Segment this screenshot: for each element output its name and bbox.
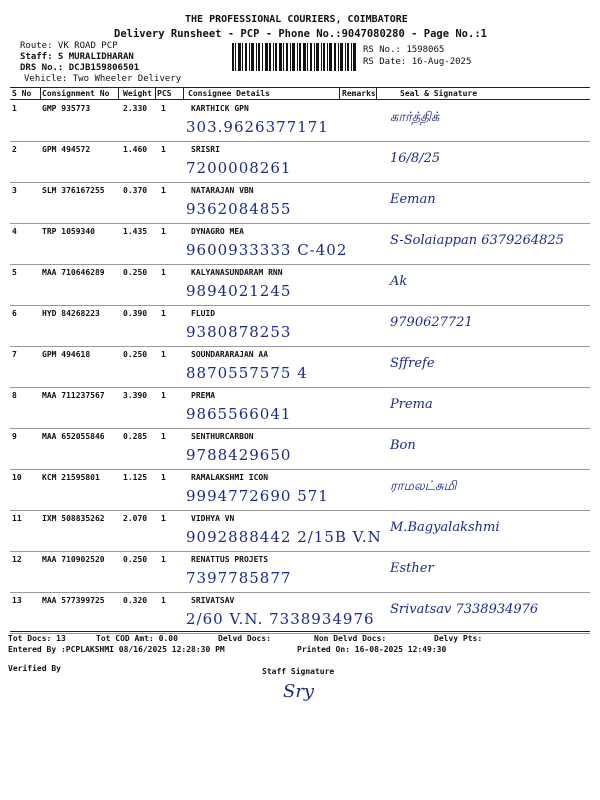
- row-signature: கார்த்திக்: [390, 110, 440, 125]
- row-phone-handwritten: 9865566041: [186, 405, 292, 423]
- divider: [155, 87, 156, 99]
- divider: [183, 87, 184, 99]
- row-phone-handwritten: 9092888442 2/15B V.N: [186, 528, 382, 546]
- row-weight: 0.370: [123, 186, 148, 195]
- col-remarks: Remarks: [342, 89, 376, 98]
- row-signature: ராமலட்சுமி: [390, 479, 457, 494]
- printed-on: Printed On: 16-08-2025 12:49:30: [297, 645, 447, 654]
- row-consignment-no: HYD 84268223: [42, 309, 100, 318]
- divider: [40, 87, 41, 99]
- row-consignee: FLUID: [191, 309, 216, 318]
- row-consignment-no: TRP 1059340: [42, 227, 95, 236]
- entered-by: Entered By :PCPLAKSHMI 08/16/2025 12:28:30 PM: [8, 645, 225, 654]
- row-pcs: 1: [161, 514, 166, 523]
- row-consignment-no: MAA 711237567: [42, 391, 105, 400]
- row-consignee: NATARAJAN VBN: [191, 186, 254, 195]
- row-weight: 0.390: [123, 309, 148, 318]
- tot-docs: Tot Docs: 13: [8, 634, 66, 643]
- row-consignee: SENTHURCARBON: [191, 432, 254, 441]
- table-row: [10, 346, 590, 388]
- row-pcs: 1: [161, 596, 166, 605]
- row-signature: 16/8/25: [390, 151, 441, 166]
- row-consignment-no: MAA 710646289: [42, 268, 105, 277]
- row-pcs: 1: [161, 309, 166, 318]
- verified-by: Verified By: [8, 664, 61, 673]
- row-pcs: 1: [161, 350, 166, 359]
- col-pcs: PCS: [157, 89, 172, 98]
- row-signature: Bon: [390, 438, 416, 453]
- table-row: [10, 182, 590, 224]
- row-sno: 1: [12, 104, 17, 113]
- runsheet-title: Delivery Runsheet - PCP - Phone No.:9047080280 - Page No.:1: [114, 28, 487, 40]
- row-phone-handwritten: 9788429650: [186, 446, 292, 464]
- rs-number: RS No.: 1598065: [363, 45, 445, 55]
- row-sno: 9: [12, 432, 17, 441]
- row-consignment-no: MAA 710902520: [42, 555, 105, 564]
- row-consignment-no: GPM 494572: [42, 145, 91, 154]
- row-consignment-no: GPM 494618: [42, 350, 91, 359]
- row-signature: Sffrefe: [390, 356, 435, 371]
- table-row: [10, 469, 590, 511]
- row-sno: 13: [12, 596, 22, 605]
- row-phone-handwritten: 9600933333 C-402: [186, 241, 348, 259]
- row-weight: 1.435: [123, 227, 148, 236]
- non-delvd-docs: Non Delvd Docs:: [314, 634, 387, 643]
- col-weight: Weight: [123, 89, 152, 98]
- row-consignment-no: GMP 935773: [42, 104, 91, 113]
- row-consignee: PREMA: [191, 391, 216, 400]
- divider: [376, 87, 377, 99]
- table-row: [10, 510, 590, 552]
- row-weight: 0.320: [123, 596, 148, 605]
- row-pcs: 1: [161, 145, 166, 154]
- row-consignee: SRISRI: [191, 145, 220, 154]
- row-weight: 2.070: [123, 514, 148, 523]
- row-phone-handwritten: 303.9626377171: [186, 118, 329, 136]
- vehicle-label: Vehicle: Two Wheeler Delivery: [24, 74, 182, 84]
- row-phone-handwritten: 8870557575 4: [186, 364, 308, 382]
- row-weight: 0.285: [123, 432, 148, 441]
- row-consignee: KALYANASUNDARAM RNN: [191, 268, 283, 277]
- row-weight: 0.250: [123, 268, 148, 277]
- row-pcs: 1: [161, 104, 166, 113]
- row-pcs: 1: [161, 268, 166, 277]
- col-seal-signature: Seal & Signature: [400, 89, 478, 98]
- row-signature: 9790627721: [390, 315, 473, 330]
- row-pcs: 1: [161, 391, 166, 400]
- table-row: [10, 428, 590, 470]
- table-row: [10, 223, 590, 265]
- col-consignee: Consignee Details: [188, 89, 270, 98]
- row-sno: 8: [12, 391, 17, 400]
- row-sno: 4: [12, 227, 17, 236]
- row-phone-handwritten: 9994772690 571: [186, 487, 329, 505]
- table-row: [10, 141, 590, 183]
- drs-label: DRS No.: DCJB159806501: [20, 63, 140, 73]
- row-phone-handwritten: 9362084855: [186, 200, 292, 218]
- barcode: [232, 43, 357, 71]
- row-sno: 10: [12, 473, 22, 482]
- row-phone-handwritten: 9380878253: [186, 323, 292, 341]
- row-consignee: RAMALAKSHMI ICON: [191, 473, 269, 482]
- route-label: Route: VK ROAD PCP: [20, 41, 118, 51]
- row-signature: Eeman: [390, 192, 436, 207]
- row-phone-handwritten: 7200008261: [186, 159, 292, 177]
- row-consignment-no: MAA 577399725: [42, 596, 105, 605]
- row-phone-handwritten: 9894021245: [186, 282, 292, 300]
- row-consignment-no: IXM 508835262: [42, 514, 105, 523]
- row-sno: 7: [12, 350, 17, 359]
- row-sno: 2: [12, 145, 17, 154]
- col-consignment: Consignment No: [42, 89, 110, 98]
- delvd-docs: Delvd Docs:: [218, 634, 271, 643]
- table-row: [10, 592, 590, 634]
- row-consignee: RENATTUS PROJETS: [191, 555, 269, 564]
- row-weight: 1.460: [123, 145, 148, 154]
- table-row: [10, 387, 590, 429]
- row-consignee: VIDHYA VN: [191, 514, 235, 523]
- staff-signature-label: Staff Signature: [262, 667, 335, 676]
- row-weight: 3.390: [123, 391, 148, 400]
- row-consignment-no: SLM 376167255: [42, 186, 105, 195]
- delvy-pts: Delvy Pts:: [434, 634, 483, 643]
- row-consignment-no: KCM 21595801: [42, 473, 100, 482]
- row-consignee: SRIVATSAV: [191, 596, 235, 605]
- row-pcs: 1: [161, 186, 166, 195]
- row-signature: Srivatsav 7338934976: [390, 602, 539, 617]
- row-consignee: KARTHICK GPN: [191, 104, 249, 113]
- row-weight: 2.330: [123, 104, 148, 113]
- table-row: [10, 551, 590, 593]
- row-signature: M.Bagyalakshmi: [390, 520, 500, 535]
- col-sno: S No: [12, 89, 32, 98]
- staff-label: Staff: S MURALIDHARAN: [20, 52, 134, 62]
- row-pcs: 1: [161, 555, 166, 564]
- tot-cod-amt: Tot COD Amt: 0.00: [96, 634, 178, 643]
- row-consignee: SOUNDARARAJAN AA: [191, 350, 269, 359]
- row-weight: 1.125: [123, 473, 148, 482]
- table-row: [10, 100, 590, 142]
- row-signature: Esther: [390, 561, 434, 576]
- footer-rule: [10, 631, 590, 632]
- row-sno: 11: [12, 514, 22, 523]
- staff-signature-mark: Sry: [283, 681, 315, 702]
- row-signature: Ak: [390, 274, 408, 289]
- row-consignee: DYNAGRO MEA: [191, 227, 244, 236]
- row-sno: 5: [12, 268, 17, 277]
- row-weight: 0.250: [123, 350, 148, 359]
- row-sno: 6: [12, 309, 17, 318]
- table-row: [10, 305, 590, 347]
- header-top-rule: [10, 87, 590, 88]
- row-weight: 0.250: [123, 555, 148, 564]
- table-row: [10, 264, 590, 306]
- row-consignment-no: MAA 652055846: [42, 432, 105, 441]
- divider: [118, 87, 119, 99]
- barcode-icon: [232, 43, 357, 71]
- row-pcs: 1: [161, 473, 166, 482]
- row-signature: Prema: [390, 397, 433, 412]
- row-sno: 12: [12, 555, 22, 564]
- row-signature: S-Solaiappan 6379264825: [390, 233, 564, 248]
- row-pcs: 1: [161, 227, 166, 236]
- rs-date: RS Date: 16-Aug-2025: [363, 57, 472, 67]
- row-pcs: 1: [161, 432, 166, 441]
- row-phone-handwritten: 7397785877: [186, 569, 292, 587]
- divider: [339, 87, 340, 99]
- company-name: THE PROFESSIONAL COURIERS, COIMBATORE: [185, 14, 408, 25]
- row-sno: 3: [12, 186, 17, 195]
- row-phone-handwritten: 2/60 V.N. 7338934976: [186, 610, 375, 628]
